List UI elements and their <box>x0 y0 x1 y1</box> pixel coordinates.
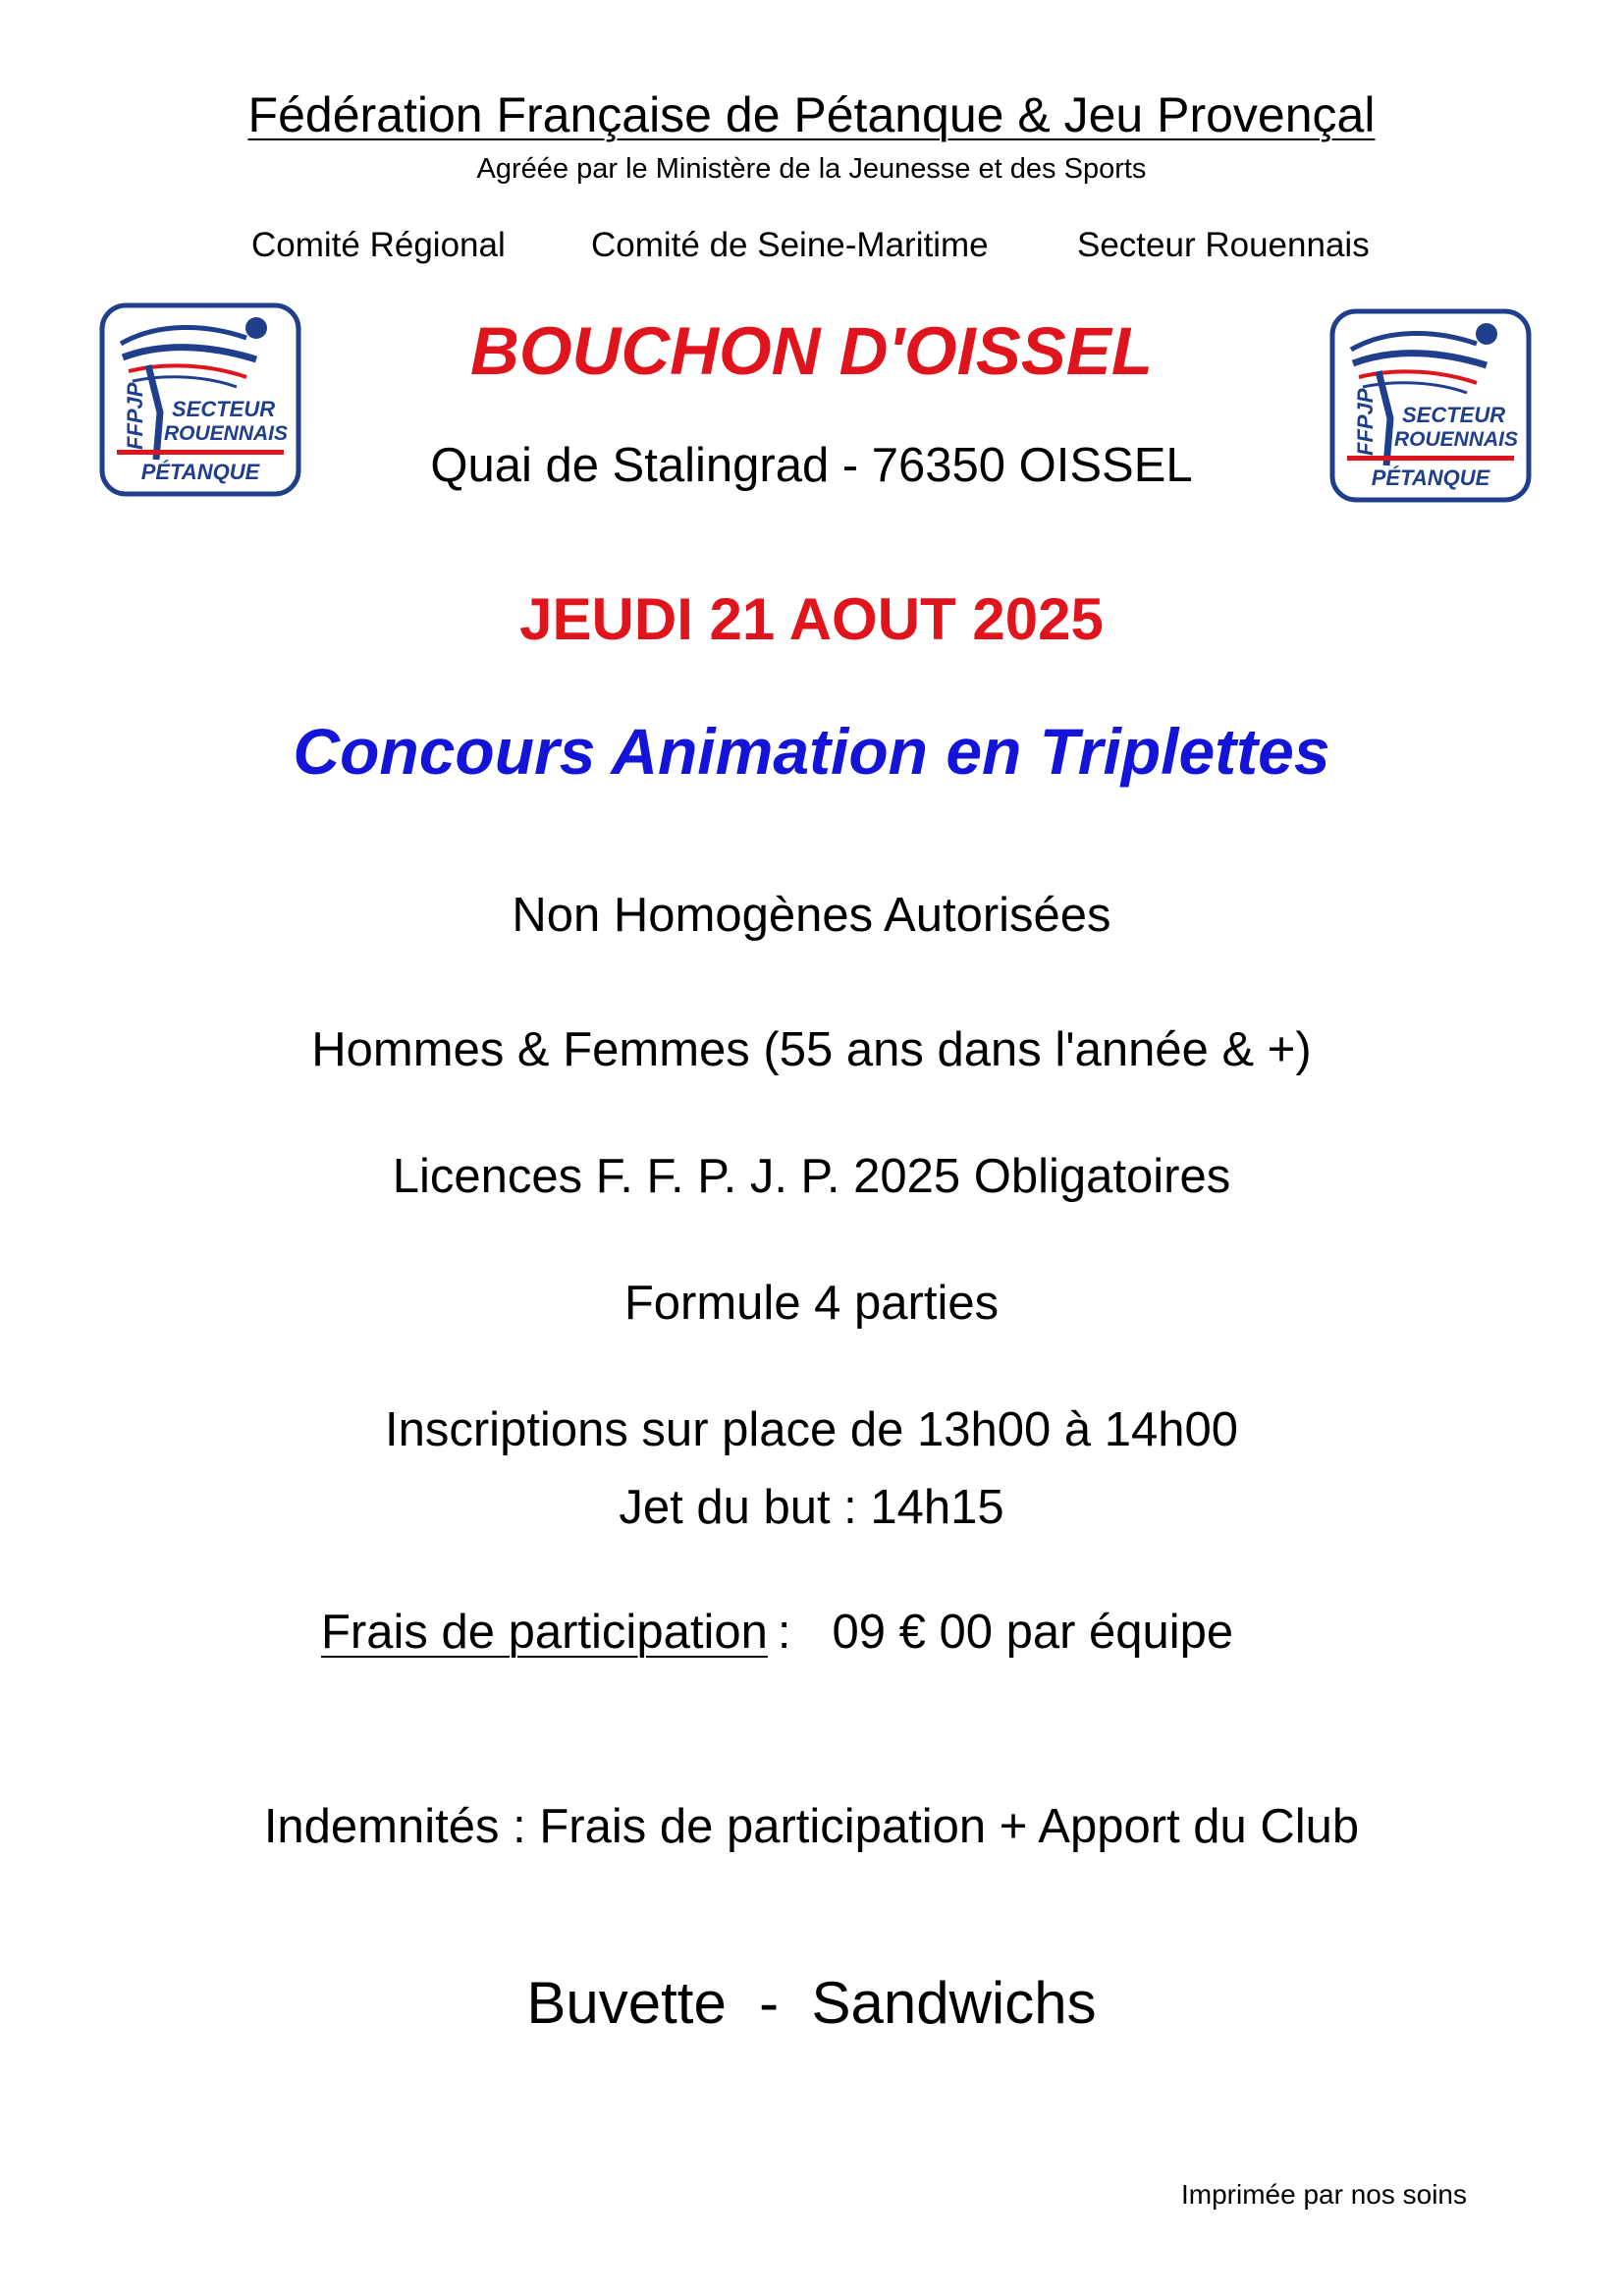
logo-line-2: ROUENNAIS <box>1394 428 1519 451</box>
fee-value: 09 € 00 par équipe <box>832 1606 1234 1659</box>
logo-side-text: FFPJP <box>1353 388 1378 456</box>
club-name: BOUCHON D'OISSEL <box>470 313 1153 389</box>
refreshments-text: Buvette - Sandwichs <box>526 1970 1097 2036</box>
event-date: JEUDI 21 AOUT 2025 <box>519 586 1104 652</box>
federation-title: Fédération Française de Pétanque & Jeu Provençal <box>247 87 1376 142</box>
club-address: Quai de Stalingrad - 76350 OISSEL <box>430 439 1193 492</box>
fee-line <box>321 1605 1233 1660</box>
printed-note: Imprimée par nos soins <box>1181 2179 1468 2210</box>
fee-separator: : <box>777 1606 791 1659</box>
logo-line-3: PÉTANQUE <box>140 460 260 484</box>
committee-secteur-rouennais: Secteur Rouennais <box>1077 226 1370 264</box>
logo-line-1: SECTEUR <box>1402 403 1506 427</box>
logo-line-3: PÉTANQUE <box>1371 465 1490 490</box>
detail-formule: Formule 4 parties <box>623 1277 1000 1330</box>
indemnities: Indemnités : Frais de participation + Apport du Club <box>263 1800 1360 1853</box>
detail-licences: Licences F. F. P. J. P. 2025 Obligatoires <box>392 1150 1231 1203</box>
agreement-subtitle: Agréée par le Ministère de la Jeunesse et des Sports <box>476 153 1147 185</box>
logo-line-2: ROUENNAIS <box>164 422 289 445</box>
detail-hommes-femmes: Hommes & Femmes (55 ans dans l'année & +) <box>311 1023 1312 1076</box>
refreshments <box>0 1969 1623 2037</box>
detail-inscriptions: Inscriptions sur place de 13h00 à 14h00 <box>385 1403 1238 1456</box>
logo-line-1: SECTEUR <box>172 397 276 421</box>
committee-regional: Comité Régional <box>251 226 506 264</box>
detail-jet-du-but: Jet du but : 14h15 <box>619 1481 1004 1534</box>
committee-seine-maritime: Comité de Seine-Maritime <box>591 226 989 264</box>
logo-side-text: FFPJP <box>123 382 147 450</box>
fee-label: Frais de participation <box>321 1606 768 1659</box>
detail-non-homogenes: Non Homogènes Autorisées <box>512 889 1111 942</box>
contest-title: Concours Animation en Triplettes <box>293 715 1330 788</box>
